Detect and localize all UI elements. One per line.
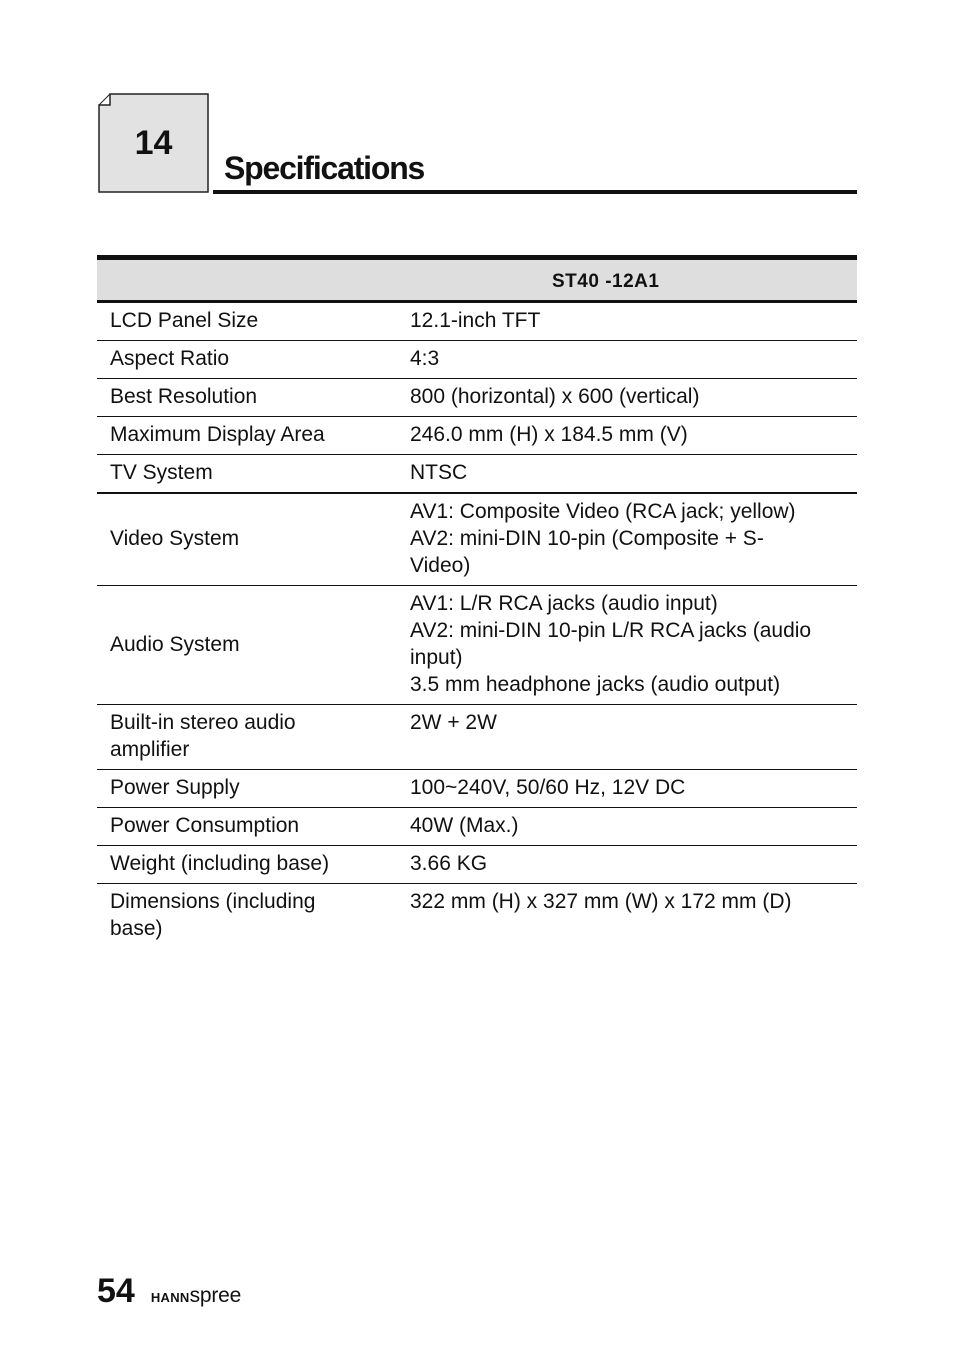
spec-value <box>386 341 857 379</box>
table-row <box>97 417 857 455</box>
spec-label: Power Consumption <box>97 808 386 846</box>
spec-label: Power Supply <box>97 770 386 808</box>
chapter-number: 14 <box>134 123 173 162</box>
spec-value <box>386 417 857 455</box>
table-row <box>97 302 857 341</box>
spec-value-line: 322 mm (H) x 327 mm (W) x 172 mm (D) <box>410 890 792 913</box>
spec-label: Maximum Display Area <box>97 417 386 455</box>
spec-table <box>97 255 857 948</box>
table-row <box>97 846 857 884</box>
table-row <box>97 770 857 808</box>
header-model-cell: ST40 -12A1 <box>386 258 857 302</box>
spec-value-line: Video) <box>410 554 471 577</box>
spec-value <box>386 884 857 949</box>
spec-value-line: NTSC <box>410 461 468 484</box>
chapter-tab <box>98 93 209 193</box>
title-rule <box>213 190 857 194</box>
spec-value-line: 40W (Max.) <box>410 814 519 837</box>
brand-logo <box>151 1284 241 1308</box>
spec-label: TV System <box>97 455 386 494</box>
spec-table-body <box>97 302 857 949</box>
spec-label: Weight (including base) <box>97 846 386 884</box>
table-row <box>97 455 857 494</box>
brand-logo-bold: HANN <box>150 1290 190 1305</box>
spec-value <box>386 705 857 770</box>
table-row <box>97 884 857 949</box>
table-row <box>97 493 857 586</box>
spec-value <box>386 808 857 846</box>
brand-logo-light: spree <box>189 1284 242 1307</box>
spec-label: Best Resolution <box>97 379 386 417</box>
spec-value <box>386 846 857 884</box>
spec-value <box>386 379 857 417</box>
spec-value-line: input) <box>410 646 463 669</box>
spec-table-header <box>97 258 857 302</box>
table-row <box>97 586 857 705</box>
table-row <box>97 341 857 379</box>
page-footer <box>97 1272 241 1311</box>
spec-label: Video System <box>97 493 386 586</box>
spec-label: Dimensions (including base) <box>110 890 316 940</box>
spec-label: LCD Panel Size <box>97 302 386 341</box>
spec-value-line: AV1: L/R RCA jacks (audio input) <box>410 592 718 615</box>
spec-value-line: 2W + 2W <box>410 711 497 734</box>
spec-value-line: 3.66 KG <box>410 852 488 875</box>
spec-value <box>386 586 857 705</box>
spec-value <box>386 302 857 341</box>
page-number: 54 <box>97 1272 135 1310</box>
table-row <box>97 705 857 770</box>
spec-label: Audio System <box>97 586 386 705</box>
spec-value-line: AV1: Composite Video (RCA jack; yellow) <box>410 500 796 523</box>
spec-value-line: 4:3 <box>410 347 440 370</box>
spec-value-line: 100~240V, 50/60 Hz, 12V DC <box>410 776 686 799</box>
table-row <box>97 379 857 417</box>
spec-value <box>386 455 857 494</box>
spec-label: Aspect Ratio <box>97 341 386 379</box>
spec-label: Built-in stereo audio amplifier <box>97 705 386 770</box>
spec-value-line: 246.0 mm (H) x 184.5 mm (V) <box>410 423 688 446</box>
spec-value-line: AV2: mini-DIN 10-pin (Composite + S- <box>410 527 764 550</box>
page-title: Specifications <box>224 150 425 186</box>
spec-value-line: 3.5 mm headphone jacks (audio output) <box>410 673 781 696</box>
spec-value <box>386 493 857 586</box>
spec-value <box>386 770 857 808</box>
table-row <box>97 808 857 846</box>
header-label-cell <box>97 258 386 302</box>
spec-value-line: 12.1-inch TFT <box>410 309 541 332</box>
spec-value-line: AV2: mini-DIN 10-pin L/R RCA jacks (audio <box>410 619 812 642</box>
spec-value-line: 800 (horizontal) x 600 (vertical) <box>410 385 700 408</box>
